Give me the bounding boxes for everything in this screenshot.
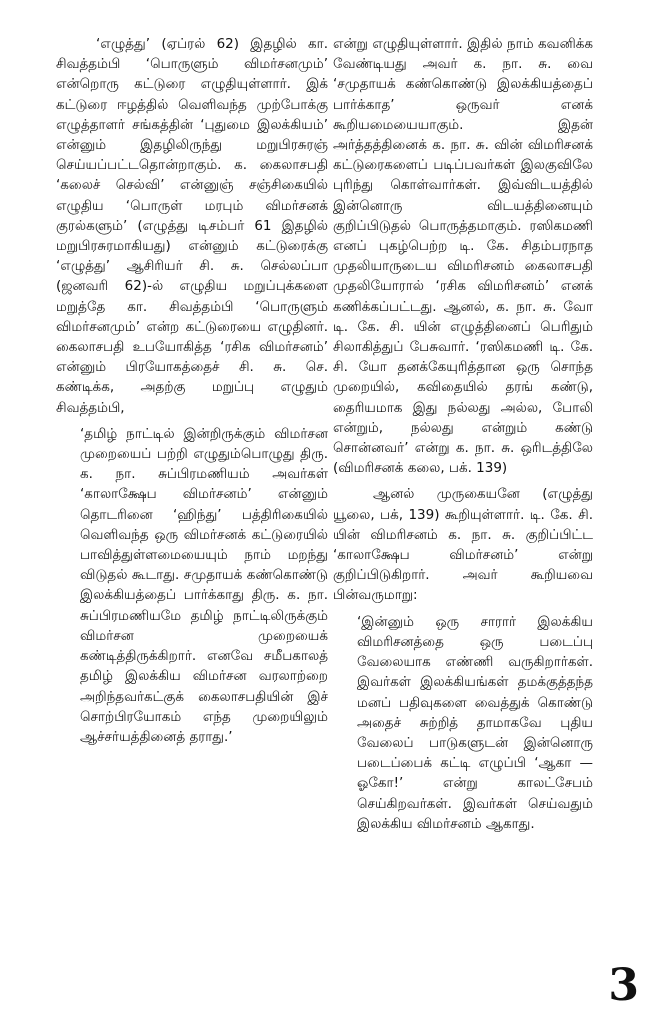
right-column xyxy=(333,34,593,840)
left-paragraph: ‘எழுத்து’ (ஏப்ரல் 62) இதழில் கா. சிவத்தம்பி ‘பொருளும் விமர்சனமும்’ என்றொரு கட்டுரை எழுதியுள்ளார். இக் கட்டுரை ஈழத்தில் வெளிவந்த முற்போக்கு எழுத்தாளர் சங்கத்தின் ‘புதுமை இலக்கியம்’ என்னும் இதழிலிருந்து மறுபிரசுரஞ் செய்யப்பட்டதொன்றாகும். க. கைலாசபதி ‘கலைச் செல்வி’ என்னுஞ் சஞ்சிகையில் எழுதிய ‘பொருள் மரபும் விமர்சனக் குரல்களும்’ (எழுத்து டிசம்பர் 61 இதழில் மறுபிரசுரமாகியது) என்னும் கட்டுரைக்கு ‘எழுத்து’ ஆசிரியர் சி. சு. செல்லப்பா (ஜனவரி 62)-ல் எழுதிய மறுப்புக்களை மறுத்தே கா. சிவத்தம்பி ‘பொருளும் விமர்சனமும்’ என்ற கட்டுரையை எழுதினர். கைலாசபதி உபயோகித்த ‘ரசிக விமர்சனம்’ என்னும் பிரயோகத்தைச் சி. சு. செ. கண்டிக்க, அதற்கு மறுப்பு எழுதும் சிவத்தம்பி, xyxy=(56,36,328,416)
left-quote: ‘தமிழ் நாட்டில் இன்றிருக்கும் விமர்சன முறையைப் பற்றி எழுதும்பொழுது திரு. க. நா. சுப்பிரமணியம் அவர்கள் ‘காலாக்ஷேப விமர்சனம்’ என்னும் தொடரினை ‘ஹிந்து’ பத்திரிகையில் வெளிவந்த ஒரு விமர்சனக் கட்டுரையில் பாவித்துள்ளமையையும் நாம் மறந்து விடுதல் கூடாது. சமுதாயக் கண்கொண்டு இலக்கியத்தைப் பார்க்காது திரு. க. நா. சுப்பிரமணியமே தமிழ் நாட்டிலிருக்கும் விமர்சன முறையைக் கண்டித்திருக்கிறார். எனவே சமீபகாலத் தமிழ் இலக்கிய விமர்சன வரலாற்றை அறிந்தவர்கட்குக் கைலாசபதியின் இச் சொற்பிரயோகம் எந்த முறையிலும் ஆச்சர்யத்தினைத் தராது.’ xyxy=(80,425,328,745)
right-quote: ‘இன்னும் ஒரு சாரார் இலக்கிய விமரிசனத்தை ஒரு படைப்பு வேலையாக எண்ணி வருகிறார்கள். இவர்கள் இலக்கியங்கள் தமக்குத்தந்த மனப் பதிவுகளை வைத்துக் கொண்டு அதைச் சுற்றித் தாமாகவே புதிய வேலைப் பாடுகளுடன் இன்னொரு படைப்பைக் கட்டி எழுப்பி ‘ஆகா — ஓகோ!’ என்று காலட்சேபம் செய்கிறவர்கள். இவர்கள் செய்வதும் இலக்கிய விமர்சனம் ஆகாது. xyxy=(357,613,593,832)
page-number: 3 xyxy=(608,960,639,1011)
right-paragraph-1: என்று எழுதியுள்ளார். இதில் நாம் கவனிக்க வேண்டியது அவர் க. நா. சு. வை ‘சமுதாயக் கண்கொண்டு இலக்கியத்தைப் பார்க்காத’ ஒருவர் எனக் கூறியமையையாகும். இதன் அர்த்தத்தினைக் க. நா. சு. வின் விமரிசனக் கட்டுரைகளைப் படிப்பவர்கள் இலகுவிலே புரிந்து கொள்வார்கள். இவ்விடயத்தில் இன்னொரு விடயத்தினையும் குறிப்பிடுதல் பொருத்தமாகும். ரஸிகமணி எனப் புகழ்பெற்ற டி. கே. சிதம்பரநாத முதலியாருடைய விமரிசனம் கைலாசபதி முதலியோரால் ‘ரசிக விமரிசனம்’ எனக் கணிக்கப்பட்டது. ஆனல், க. நா. சு. வோ டி. கே. சி. யின் எழுத்தினைப் பெரிதும் சிலாகித்துப் பேசுவார். ‘ரஸிகமணி டி. கே. சி. யோ தனக்கேயுரித்தான ஒரு சொந்த முறையில், கவிதையில் தரங் கண்டு, தைரியமாக இது நல்லது அல்ல, போலி என்றும், நல்லது என்றும் கண்டு சொன்னவர்’ என்று க. நா. சு. ஒரிடத்திலே (விமரிசனக் கலை, பக். 139) xyxy=(333,36,593,477)
right-paragraph-2: ஆனல் முருகையனே (எழுத்து யூலை, பக், 139) கூறியுள்ளார். டி. கே. சி. யின் விமரிசனம் க. நா. சு. குறிப்பிட்ட ‘காலாக்ஷேப விமர்சனம்’ என்று குறிப்பிடுகிறார். அவர் கூறியவை பின்வருமாறு: xyxy=(333,486,593,604)
left-column xyxy=(56,34,328,753)
